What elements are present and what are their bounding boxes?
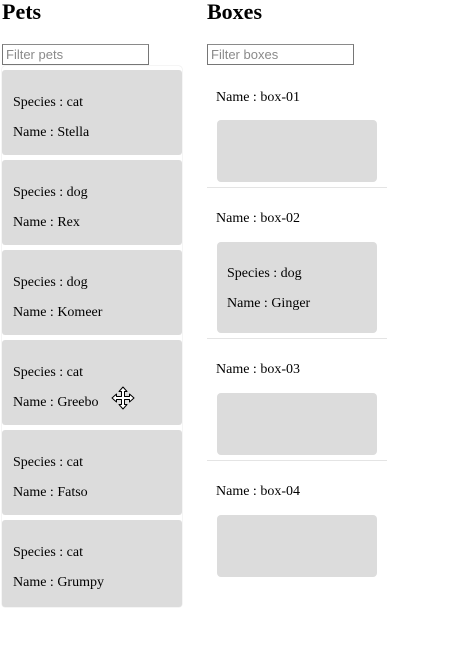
pet-name: Name : Ginger xyxy=(227,296,311,311)
box-item-box-03 xyxy=(207,339,387,460)
box-name: Name : box-03 xyxy=(216,362,300,377)
box-item-box-04 xyxy=(207,461,387,582)
pet-name: Name : Rex xyxy=(13,215,80,230)
box-name: Name : box-02 xyxy=(216,211,300,226)
pet-card-fatso[interactable] xyxy=(2,430,182,515)
pet-card-stella[interactable] xyxy=(2,70,182,155)
box-name: Name : box-04 xyxy=(216,484,300,499)
pet-name: Name : Greebo xyxy=(13,395,99,410)
pet-species: Species : cat xyxy=(13,365,83,380)
pets-title: Pets xyxy=(2,0,42,24)
box-drop-slot[interactable] xyxy=(217,393,377,455)
pet-name: Name : Stella xyxy=(13,125,90,140)
pet-card-greebo[interactable] xyxy=(2,340,182,425)
filter-pets-input[interactable] xyxy=(2,44,149,65)
pets-list xyxy=(2,66,182,607)
pet-species: Species : cat xyxy=(13,545,83,560)
box-drop-slot[interactable] xyxy=(217,515,377,577)
box-name: Name : box-01 xyxy=(216,90,300,105)
pet-species: Species : dog xyxy=(13,275,88,290)
pet-card-komeer[interactable] xyxy=(2,250,182,335)
pet-name: Name : Grumpy xyxy=(13,575,104,590)
boxes-title: Boxes xyxy=(207,0,262,24)
pet-species: Species : cat xyxy=(13,455,83,470)
box-item-box-01 xyxy=(207,66,387,187)
box-drop-slot[interactable] xyxy=(217,242,377,333)
pet-species: Species : dog xyxy=(13,185,88,200)
pet-species: Species : cat xyxy=(13,95,83,110)
move-cursor-icon xyxy=(111,386,135,410)
pet-name: Name : Fatso xyxy=(13,485,88,500)
box-drop-slot[interactable] xyxy=(217,120,377,182)
pet-name: Name : Komeer xyxy=(13,305,103,320)
pet-card-grumpy[interactable] xyxy=(2,520,182,607)
box-item-box-02 xyxy=(207,188,387,309)
pet-species: Species : dog xyxy=(227,266,302,281)
pet-card-rex[interactable] xyxy=(2,160,182,245)
filter-boxes-input[interactable] xyxy=(207,44,354,65)
